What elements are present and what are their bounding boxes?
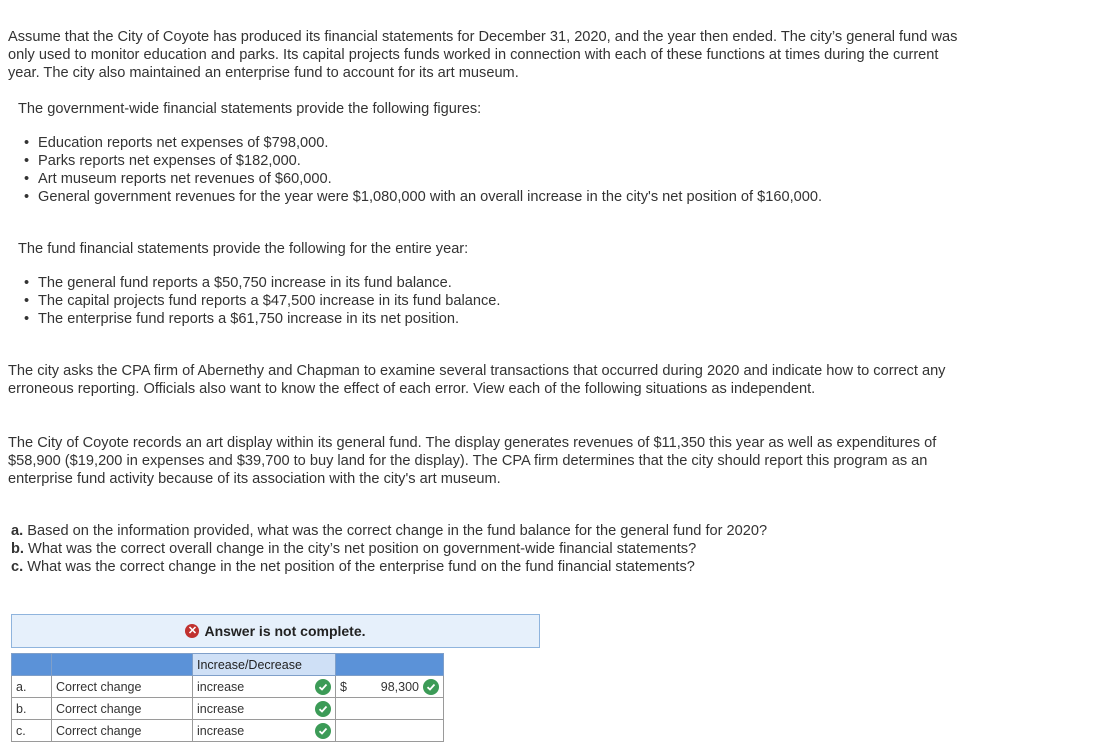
header-increase-decrease: Increase/Decrease	[193, 654, 336, 676]
table-row	[12, 720, 444, 742]
header-blank	[52, 654, 193, 676]
list-item: • Art museum reports net revenues of $60,000.	[24, 170, 822, 188]
check-icon	[315, 679, 331, 695]
table-row	[12, 698, 444, 720]
question-b: b. What was the correct overall change in the city’s net position on government-wide financial statements?	[11, 541, 697, 557]
list-item: • General government revenues for the year were $1,080,000 with an overall increase in the city's net position of $160,000.	[24, 188, 822, 206]
list-item: • Education reports net expenses of $798,000.	[24, 134, 822, 152]
gov-wide-heading: The government-wide financial statements provide the following figures:	[18, 101, 482, 117]
direction-select[interactable]	[193, 676, 336, 698]
currency-symbol: $	[340, 680, 347, 694]
fund-heading: The fund financial statements provide the following for the entire year:	[18, 241, 469, 257]
check-icon	[423, 679, 439, 695]
amount-input[interactable]	[336, 676, 444, 698]
check-icon	[315, 723, 331, 739]
row-label: Correct change	[52, 720, 193, 742]
list-item: • The capital projects fund reports a $47,500 increase in its fund balance.	[24, 292, 500, 310]
answer-status-text: Answer is not complete.	[204, 623, 366, 639]
answer-status-banner	[11, 614, 540, 648]
row-letter: b.	[12, 698, 52, 720]
direction-value: increase	[197, 679, 245, 694]
intro-paragraph: Assume that the City of Coyote has produced its financial statements for December 31, 2020, and the year then ended. The city’s general fund was only used to monitor education and parks. Its capital projects funds worked in connection with each of these functions at times during the current year. The city also maintained an enterprise fund to account for its art museum.	[8, 29, 958, 81]
list-item: • Parks reports net expenses of $182,000.	[24, 152, 822, 170]
row-letter: a.	[12, 676, 52, 698]
amount-value: 98,300	[380, 680, 419, 694]
header-blank	[12, 654, 52, 676]
row-letter: c.	[12, 720, 52, 742]
list-item: • The general fund reports a $50,750 increase in its fund balance.	[24, 274, 500, 292]
row-label: Correct change	[52, 698, 193, 720]
question-c: c. What was the correct change in the net position of the enterprise fund on the fund financial statements?	[11, 559, 695, 575]
list-item: • The enterprise fund reports a $61,750 increase in its net position.	[24, 310, 500, 328]
gov-wide-list	[24, 134, 822, 206]
fund-list	[24, 274, 500, 328]
amount-cell-empty	[336, 720, 444, 742]
table-row	[12, 676, 444, 698]
direction-select[interactable]	[193, 720, 336, 742]
question-a: a. Based on the information provided, what was the correct change in the fund balance for the general fund for 2020?	[11, 523, 768, 539]
amount-cell-empty	[336, 698, 444, 720]
row-label: Correct change	[52, 676, 193, 698]
x-circle-icon: ✕	[185, 624, 199, 638]
header-blank	[336, 654, 444, 676]
direction-value: increase	[197, 723, 245, 738]
situation-paragraph: The City of Coyote records an art display within its general fund. The display generates revenues of $11,350 this year as well as expenditures of $58,900 ($19,200 in expenses and $39,700 to buy land for the display). The CPA firm determines that the city should report this program as an enterprise fund activity because of its association with the city's art museum.	[8, 435, 937, 487]
check-icon	[315, 701, 331, 717]
direction-value: increase	[197, 701, 245, 716]
cpa-paragraph: The city asks the CPA firm of Abernethy and Chapman to examine several transactions that occurred during 2020 and indicate how to correct any erroneous reporting. Officials also want to know the effect of each error. View each of the following situations as independent.	[8, 363, 946, 397]
answer-table	[11, 653, 444, 742]
direction-select[interactable]	[193, 698, 336, 720]
